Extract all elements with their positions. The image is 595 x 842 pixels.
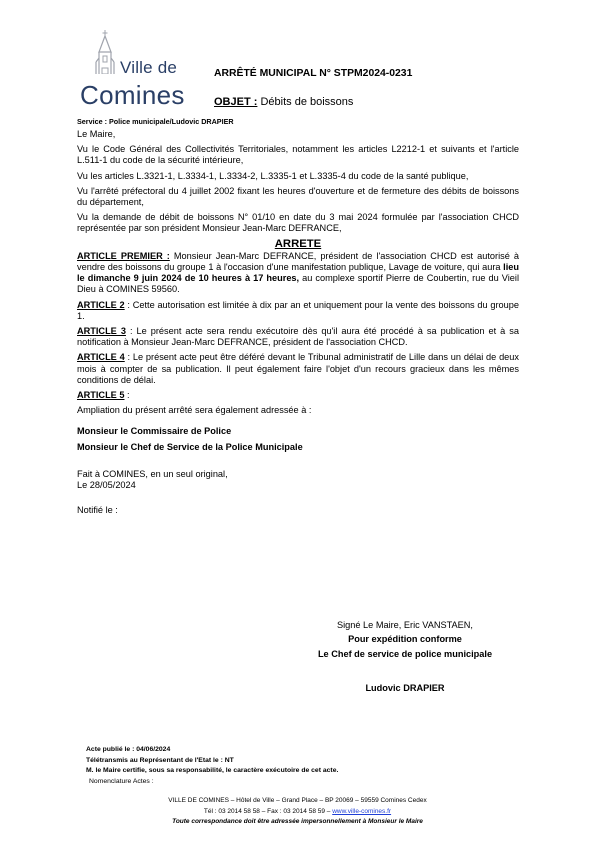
footer-address: VILLE DE COMINES – Hôtel de Ville – Grand Place – BP 20069 – 59559 Comines Cedex [168,797,427,804]
vu-paragraph-3: Vu l'arrêté préfectoral du 4 juillet 2002 fixant les heures d'ouverture et de fermeture des débits de boissons du département, [77,185,519,208]
church-tower-icon [94,30,116,74]
intro-line: Le Maire, [77,129,116,139]
fait-line: Fait à COMINES, en un seul original, [77,468,228,479]
signature-line-1: Signé Le Maire, Eric VANSTAEN, [337,620,473,630]
footer-note: Toute correspondance doit être adressée impersonnellement à Monsieur le Maire [172,818,423,826]
notifie-line: Notifié le : [77,505,118,516]
signature-block [300,618,510,695]
article-4-text: : Le présent acte peut être déféré devant le Tribunal administratif de Lille dans un délai de deux mois à compter de sa publication. Il peut également faire l'objet d'un recours gracieux dans les mêmes conditions de délai. [77,352,519,385]
acte-nomenclature: Nomenclature Actes : [89,777,154,785]
date-line: Le 28/05/2024 [77,480,136,491]
signatory-name: Ludovic DRAPIER [365,682,445,693]
vu-paragraph-4: Vu la demande de débit de boissons N° 01/10 en date du 3 mai 2024 formulée par l'association CHCD représentée par son président Monsieur Jean-Marc DEFRANCE, [77,212,519,234]
logo-comines-text: Comines [80,80,185,110]
acte-info [86,745,338,787]
article-2 [77,300,519,322]
recipient-2: Monsieur le Chef de Service de la Police Municipale [77,441,303,452]
article-3 [77,326,519,348]
recipient-1: Monsieur le Commissaire de Police [77,426,232,437]
signature-line-3: Le Chef de service de police municipale [317,648,493,659]
article-2-text: : Cette autorisation est limitée à dix par an et uniquement pour la vente des boissons du groupe 1. [77,299,519,321]
document-body [77,129,519,516]
footer-contact-line [0,807,595,818]
logo-ville-text: Ville de [120,58,178,77]
objet-line [214,96,353,108]
article-4 [77,352,519,386]
article-5 [77,390,519,401]
article-3-label: ARTICLE 3 [77,326,126,337]
signature-line-2: Pour expédition conforme [348,634,462,645]
footer-contact: Tél : 03 2014 58 58 – Fax : 03 2014 58 59 – [203,807,333,815]
article-4-label: ARTICLE 4 [77,352,125,363]
vu-paragraph-2: Vu les articles L.3321-1, L.3334-1, L.3334-2, L.3335-1 et L.3335-4 du code de la santé publique, [77,170,469,181]
acte-publie: Acte publié le : 04/06/2024 [86,746,171,753]
acte-certifie: M. le Maire certifie, sous sa responsabilité, le caractère exécutoire de cet acte. [86,767,339,774]
city-logo [80,28,195,108]
article-1-date: lieu le dimanche 9 juin 2024 de 10 heures à 17 heures, [77,262,519,284]
article-1-label: ARTICLE PREMIER : [77,250,170,261]
footer-website-link[interactable]: www.ville-comines.fr [332,807,392,815]
page-footer [0,796,595,828]
article-1-text-a: Monsieur Jean-Marc DEFRANCE, président de l'association CHCD est autorisé à vendre des boissons du groupe 1 à l'occasion d'une manifestation publique, Lavage de voiture, qui aura [77,250,519,273]
vu-paragraph-1: Vu le Code Général des Collectivités Territoriales, notamment les articles L2212-1 et suivants et l'article L.511-1 du code de la sécurité intérieure, [77,144,519,166]
service-line: Service : Police municipale/Ludovic DRAPIER [77,117,234,126]
article-1-text-b: au complexe sportif Pierre de Coubertin, rue du Vieil Dieu à COMINES 59560. [77,273,519,295]
objet-label: OBJET : [214,96,258,108]
acte-teletransmis: Télétransmis au Représentant de l'Etat le : NT [86,756,234,764]
article-5-label: ARTICLE 5 [77,390,125,401]
article-5-text: : [124,390,130,401]
article-3-text: : Le présent acte sera rendu exécutoire dès qu'il aura été procédé à sa publication et à sa notification à Monsieur Jean-Marc DEFRANCE, président de l'association CHCD. [77,326,519,348]
ampliation-line: Ampliation du présent arrêté sera également adressée à : [77,405,312,416]
document-title: ARRÊTÉ MUNICIPAL N° STPM2024-0231 [214,68,413,79]
article-1 [77,251,519,296]
objet-text: Débits de boissons [260,96,354,108]
arrete-heading: ARRETE [274,237,322,250]
article-2-label: ARTICLE 2 [77,299,125,310]
